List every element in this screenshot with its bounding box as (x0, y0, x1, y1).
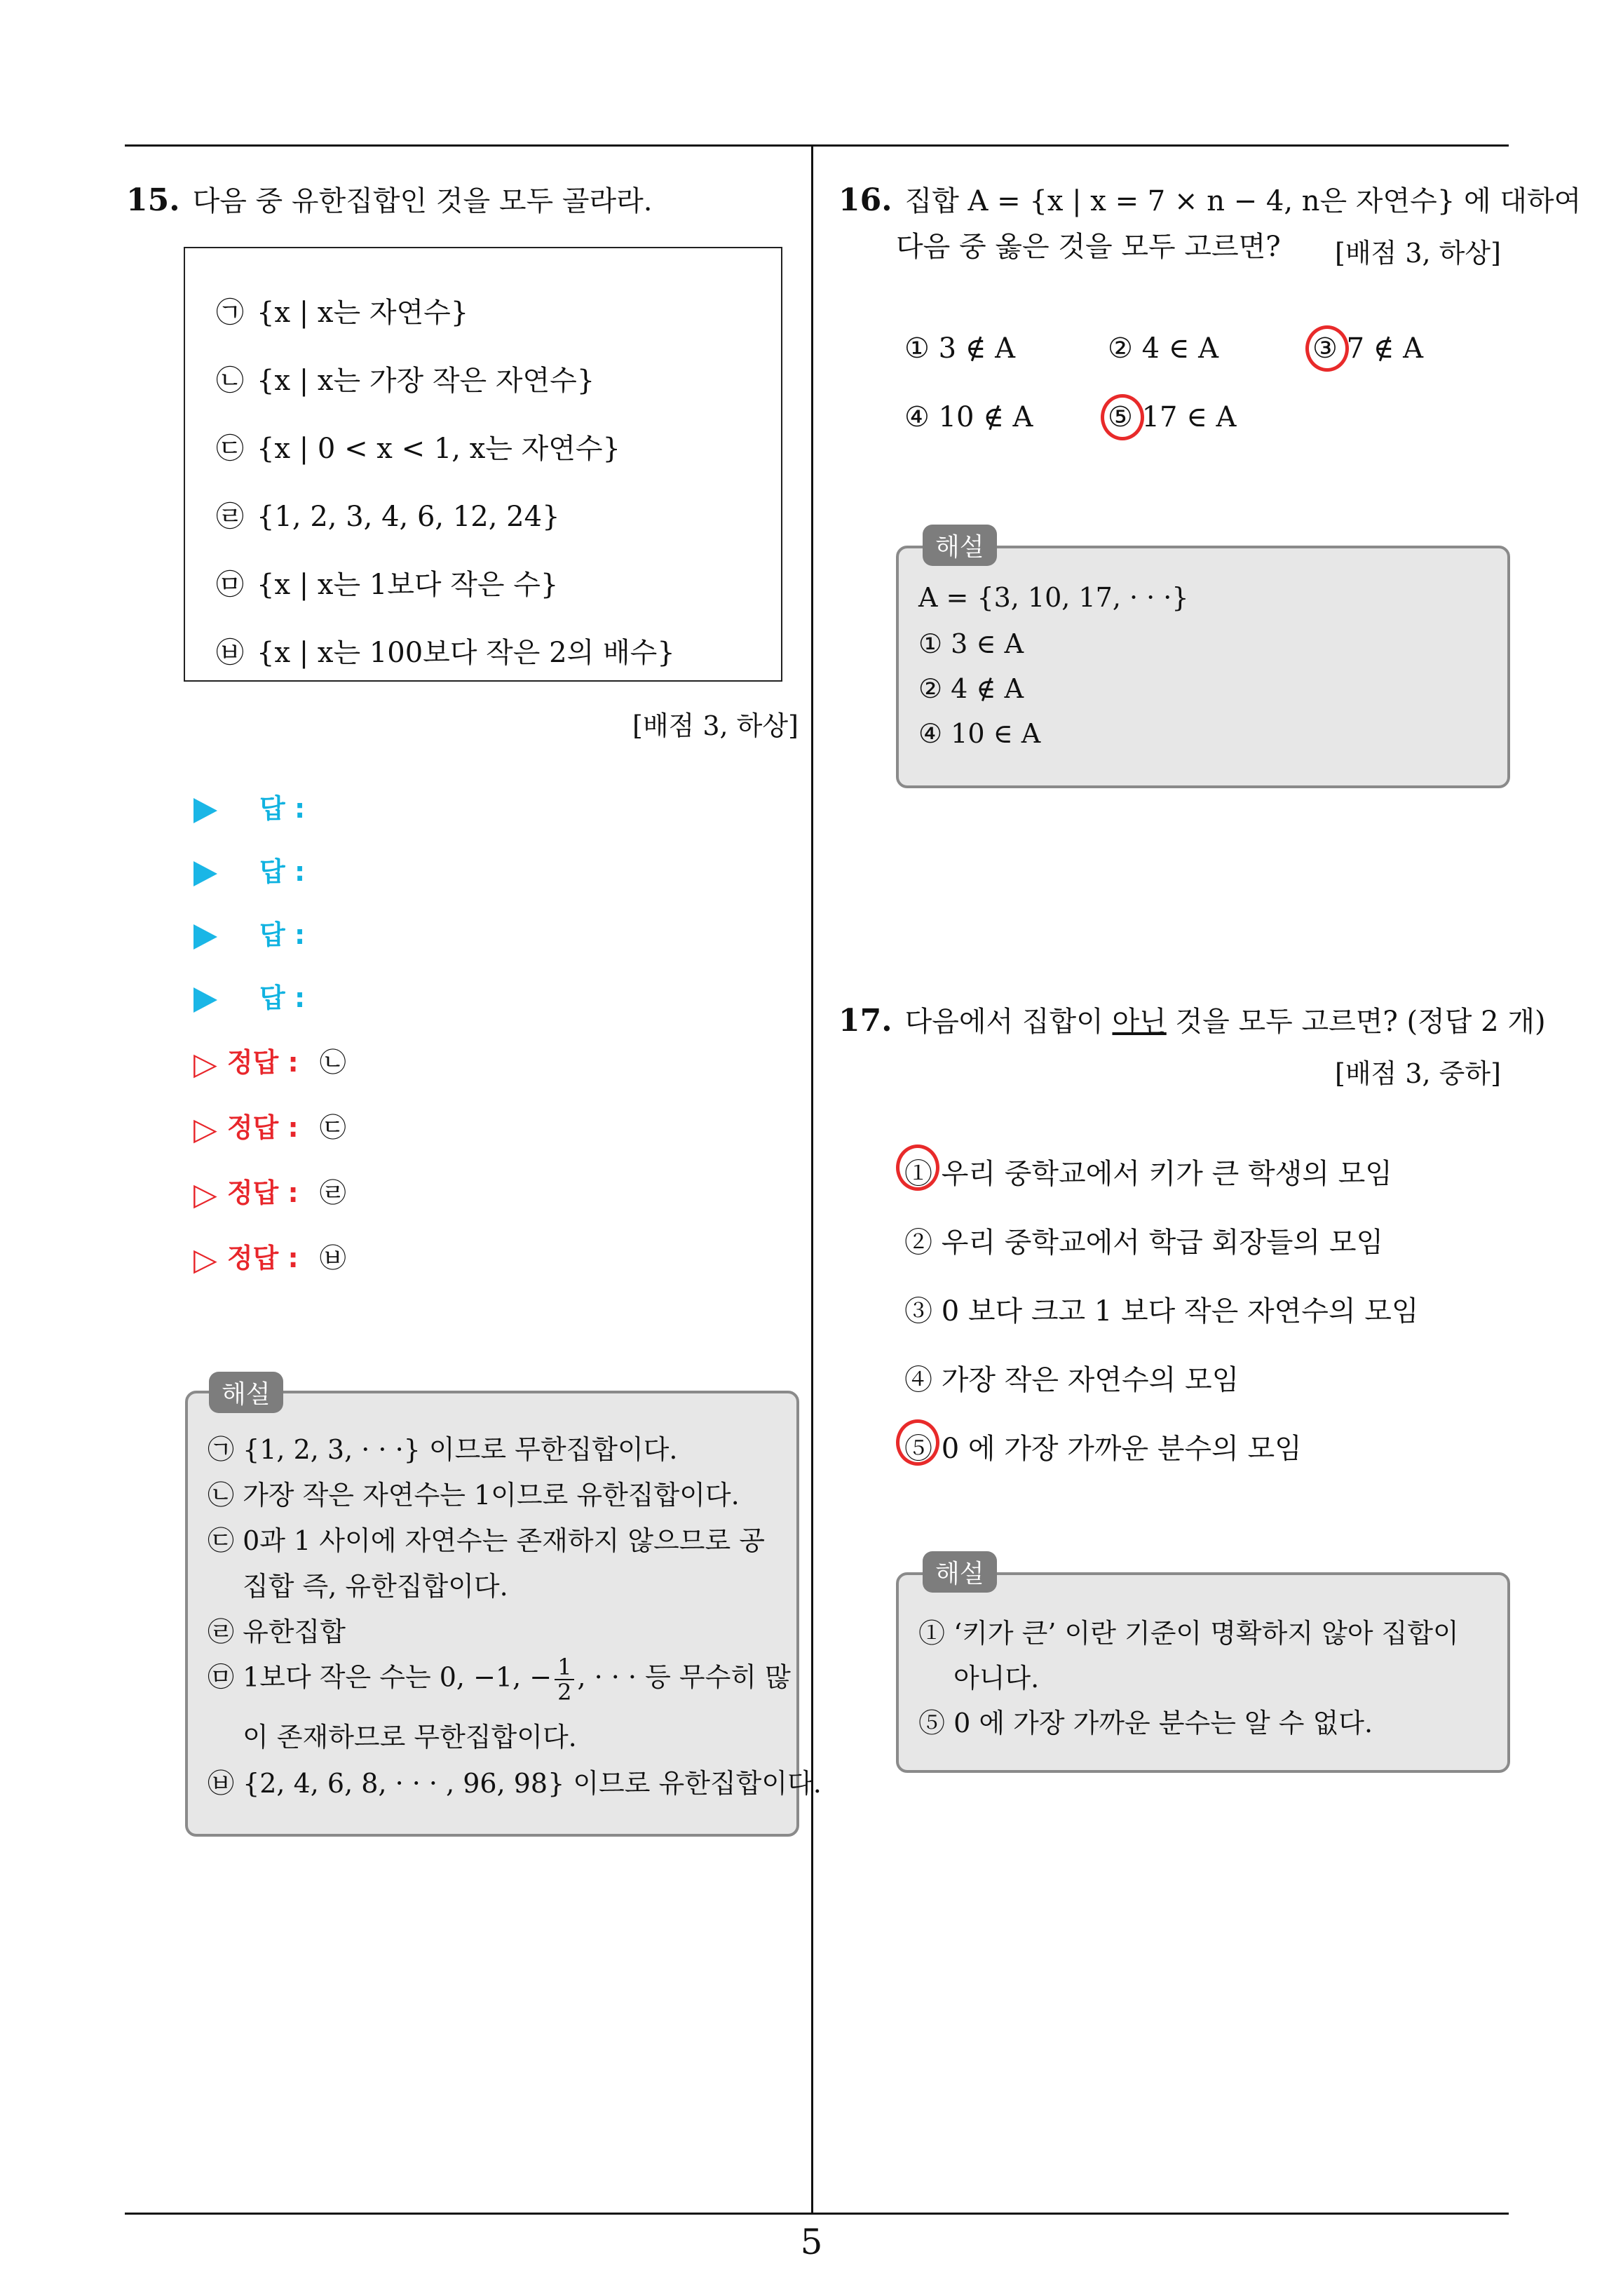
q16-solution-line: ② 4 ∉ A (918, 673, 1024, 704)
q15-solution-line: 집합 즉, 유한집합이다. (243, 1571, 508, 1602)
q16-solution-line: ① 3 ∈ A (918, 628, 1024, 659)
answer-row: 답 : (193, 787, 305, 825)
q17-choice: ② 우리 중학교에서 학급 회장들의 모임 (904, 1227, 1384, 1259)
q16-number: 16. (838, 182, 892, 218)
answer-circle-mark (1101, 394, 1144, 440)
q15-solution-tag: 해설 (209, 1372, 283, 1413)
q16-choice: ① 3 ∉ A (904, 332, 1015, 365)
play-icon (193, 924, 217, 950)
q17-choice: ④ 가장 작은 자연수의 모임 (904, 1364, 1240, 1396)
q17-solution-tag: 해설 (923, 1551, 997, 1593)
answer-circle-mark (896, 1144, 939, 1191)
q17-choice: ③ 0 보다 크고 1 보다 작은 자연수의 모임 (904, 1295, 1419, 1328)
answer-circle-mark (1305, 325, 1349, 372)
q15-solution-fraction-line: ㉤ 1보다 작은 수는 0, −1, − $\frac{1}{2}$ , · · · 등 무수히 많 (208, 1654, 791, 1706)
q17-choice: ① 우리 중학교에서 키가 큰 학생의 모임 (904, 1158, 1392, 1190)
q16-solution-line: A = {3, 10, 17, · · ·} (918, 582, 1189, 613)
answer-row: 답 : (193, 976, 305, 1015)
outline-triangle-icon: ▷ (193, 1177, 217, 1213)
play-icon (193, 861, 217, 886)
correct-answer-row: ▷ 정답 : ㉢ (193, 1112, 346, 1147)
top-rule (125, 144, 1509, 147)
q17-number: 17. (838, 1003, 892, 1039)
q16-question-line2: 다음 중 옳은 것을 모두 고르면? (896, 231, 1281, 263)
q16-score: [배점 3, 하상] (1335, 238, 1501, 269)
q15-item: ㉢ {x | 0 < x < 1, x는 자연수} (216, 433, 620, 465)
q15-item: ㉡ {x | x는 가장 작은 자연수} (216, 365, 595, 397)
bottom-rule (125, 2213, 1509, 2215)
answer-row: 답 : (193, 913, 305, 952)
fraction: $\frac{1}{2}$ (555, 1655, 574, 1704)
q17-score: [배점 3, 중하] (1335, 1058, 1501, 1089)
q16-choice: ④ 10 ∉ A (904, 401, 1033, 433)
q15-item: ㉠ {x | x는 자연수} (216, 297, 469, 329)
q15-solution-line: ㉠ {1, 2, 3, · · ·} 이므로 무한집합이다. (208, 1434, 678, 1465)
q15-solution-line: ㉥ {2, 4, 6, 8, · · · , 96, 98} 이므로 유한집합이다. (208, 1768, 822, 1799)
q16-solution-line: ④ 10 ∈ A (918, 718, 1041, 749)
q16-solution-tag: 해설 (923, 525, 997, 566)
q17-question: 17. 다음에서 집합이 아닌 것을 모두 고르면? (정답 2 개) (838, 1003, 1546, 1039)
underlined-word: 아닌 (1112, 1006, 1167, 1038)
page-number: 5 (800, 2222, 823, 2262)
q15-solution-line: ㉡ 가장 작은 자연수는 1이므로 유한집합이다. (208, 1480, 740, 1511)
q16-choice: ② 4 ∈ A (1108, 332, 1218, 365)
answer-row: 답 : (193, 850, 305, 889)
q15-question (126, 180, 652, 222)
q17-solution-line: ⑤ 0 에 가장 가까운 분수는 알 수 없다. (918, 1708, 1373, 1738)
q15-solution-line: ㉣ 유한집합 (208, 1616, 346, 1647)
outline-triangle-icon: ▷ (193, 1242, 217, 1278)
q15-item: ㉣ {1, 2, 3, 4, 6, 12, 24} (216, 501, 560, 533)
q16-choice: ⑤ 17 ∈ A (1108, 401, 1237, 433)
q17-solution-line: ① ‘키가 큰’ 이란 기준이 명확하지 않아 집합이 (918, 1618, 1459, 1649)
correct-answer-row: ▷ 정답 : ㉣ (193, 1177, 346, 1213)
q17-choice: ⑤ 0 에 가장 가까운 분수의 모임 (904, 1433, 1302, 1465)
column-divider (811, 144, 813, 2214)
q16-question-line1: 16. 집합 A = {x | x = 7 × n − 4, n은 자연수} 에 대하여 (838, 182, 1582, 218)
q17-solution-line: 아니다. (953, 1663, 1040, 1694)
answer-circle-mark (896, 1419, 939, 1466)
q15-score: [배점 3, 하상] (632, 710, 799, 741)
q15-solution-line: 이 존재하므로 무한집합이다. (243, 1722, 577, 1753)
outline-triangle-icon: ▷ (193, 1046, 217, 1082)
outline-triangle-icon: ▷ (193, 1112, 217, 1147)
q15-item: ㉤ {x | x는 1보다 작은 수} (216, 569, 559, 601)
q15-solution-line: ㉢ 0과 1 사이에 자연수는 존재하지 않으므로 공 (208, 1525, 765, 1556)
play-icon (193, 987, 217, 1013)
q16-choice: ③ 7 ∉ A (1312, 332, 1423, 365)
play-icon (193, 798, 217, 823)
q15-item: ㉥ {x | x는 100보다 작은 2의 배수} (216, 637, 675, 669)
correct-answer-row: ▷ 정답 : ㉥ (193, 1242, 346, 1278)
q15-items-box (184, 247, 782, 682)
q15-number: 15. (126, 182, 180, 218)
q15-text: 다음 중 유한집합인 것을 모두 골라라. (192, 185, 653, 217)
correct-answer-row: ▷ 정답 : ㉡ (193, 1046, 346, 1082)
